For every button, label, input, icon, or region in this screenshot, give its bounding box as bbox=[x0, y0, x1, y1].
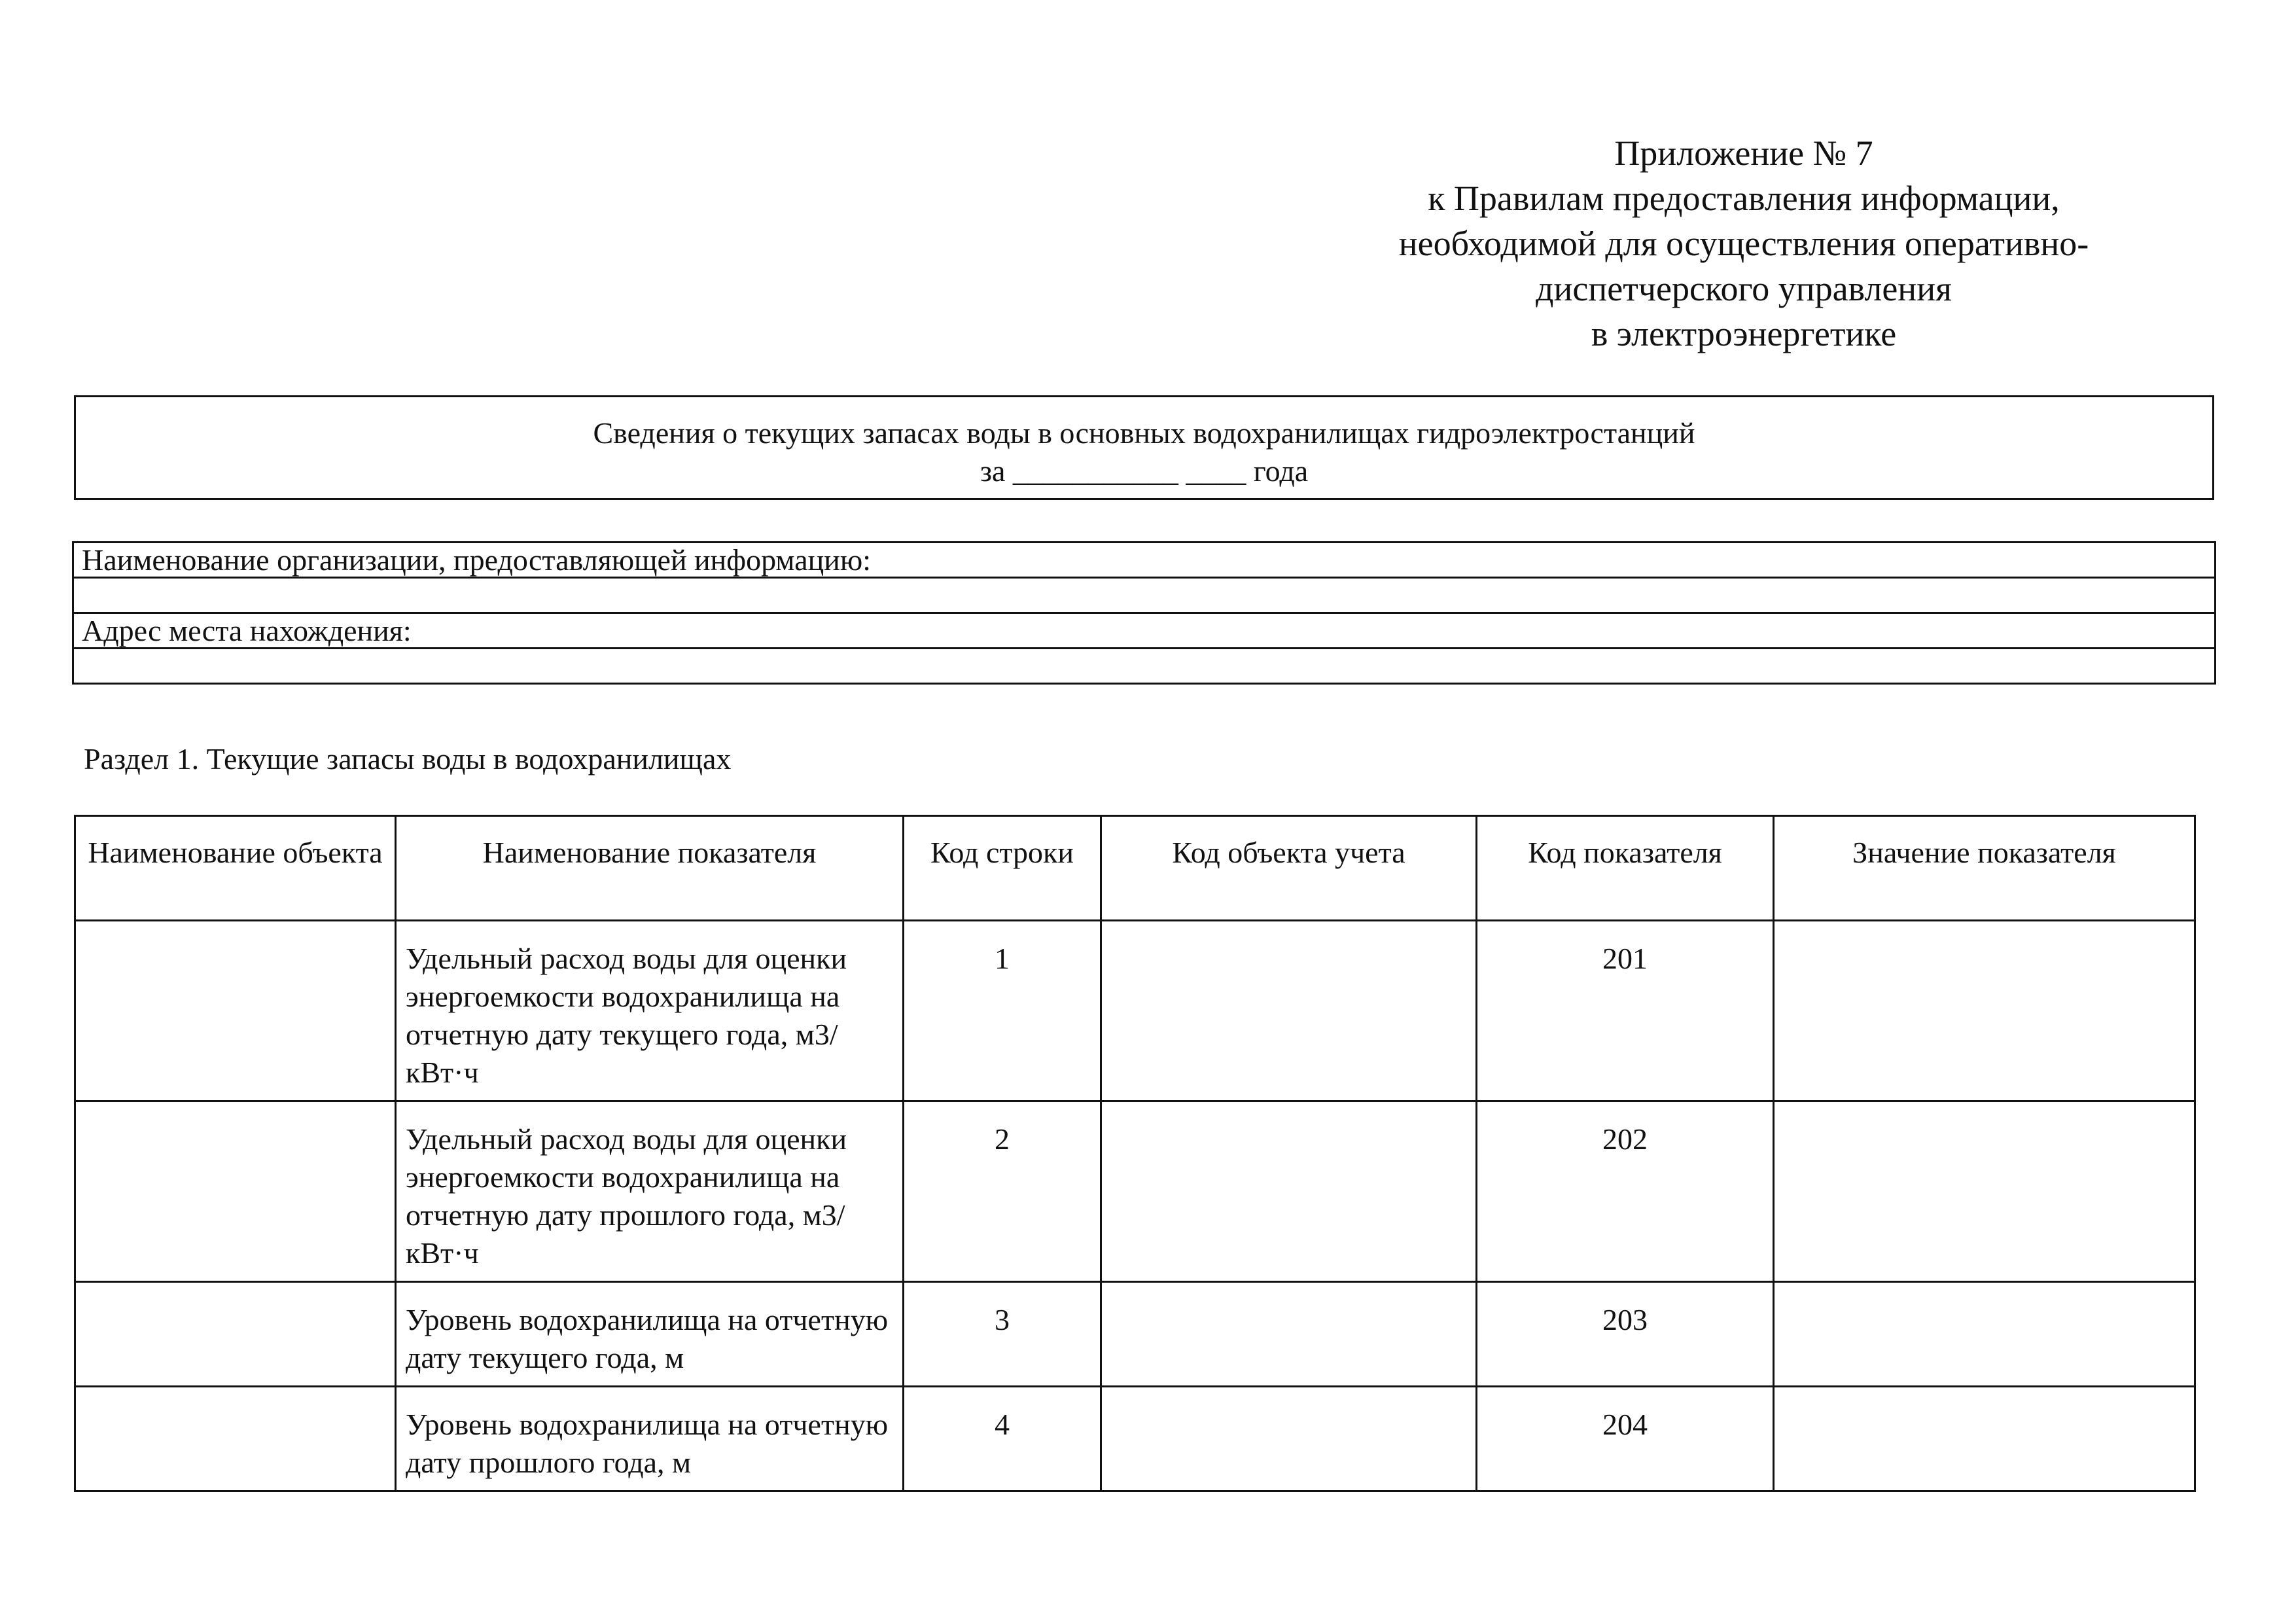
header-indicator-code: Код показателя bbox=[1477, 816, 1774, 921]
object-name-cell[interactable] bbox=[75, 1282, 396, 1387]
appendix-line: диспетчерского управления bbox=[1536, 269, 1952, 308]
line-code-cell: 2 bbox=[904, 1101, 1101, 1282]
indicator-code-cell: 201 bbox=[1477, 921, 1774, 1101]
indicator-value-cell[interactable] bbox=[1774, 1387, 2195, 1491]
indicator-value-cell[interactable] bbox=[1774, 921, 2195, 1101]
indicator-name-cell: Удельный расход воды для оценки энергоемкости водохранилища на отчетную дату прошлого года, м3/кВт·ч bbox=[396, 1101, 904, 1282]
form-title-box bbox=[74, 395, 2214, 500]
object-code-cell[interactable] bbox=[1101, 921, 1477, 1101]
indicator-code-cell: 204 bbox=[1477, 1387, 1774, 1491]
object-code-cell[interactable] bbox=[1101, 1282, 1477, 1387]
object-name-cell[interactable] bbox=[75, 1101, 396, 1282]
organization-table bbox=[72, 541, 2216, 685]
address-label: Адрес места нахождения: bbox=[73, 613, 2216, 649]
indicator-name-cell: Уровень водохранилища на отчетную дату прошлого года, м bbox=[396, 1387, 904, 1491]
header-indicator-name: Наименование показателя bbox=[396, 816, 904, 921]
indicator-name-cell: Уровень водохранилища на отчетную дату текущего года, м bbox=[396, 1282, 904, 1387]
indicator-code-cell: 203 bbox=[1477, 1282, 1774, 1387]
indicator-value-cell[interactable] bbox=[1774, 1282, 2195, 1387]
object-code-cell[interactable] bbox=[1101, 1387, 1477, 1491]
form-period: за ___________ ____ года bbox=[980, 454, 1309, 488]
organization-name-label: Наименование организации, предоставляющей информацию: bbox=[73, 543, 2216, 578]
header-object-code: Код объекта учета bbox=[1101, 816, 1477, 921]
appendix-line: необходимой для осуществления оперативно- bbox=[1398, 224, 2089, 263]
line-code-cell: 3 bbox=[904, 1282, 1101, 1387]
line-code-cell: 4 bbox=[904, 1387, 1101, 1491]
header-object-name: Наименование объекта bbox=[75, 816, 396, 921]
appendix-line: к Правилам предоставления информации, bbox=[1428, 179, 2060, 218]
line-code-cell: 1 bbox=[904, 921, 1101, 1101]
section-title: Раздел 1. Текущие запасы воды в водохранилищах bbox=[84, 742, 732, 776]
object-name-cell[interactable] bbox=[75, 1387, 396, 1491]
object-code-cell[interactable] bbox=[1101, 1101, 1477, 1282]
table-row bbox=[75, 1101, 2195, 1282]
indicator-code-cell: 202 bbox=[1477, 1101, 1774, 1282]
indicator-value-cell[interactable] bbox=[1774, 1101, 2195, 1282]
table-row bbox=[75, 1282, 2195, 1387]
indicator-name-cell: Удельный расход воды для оценки энергоемкости водохранилища на отчетную дату текущего года, м3/кВт·ч bbox=[396, 921, 904, 1101]
header-line-code: Код строки bbox=[904, 816, 1101, 921]
table-row bbox=[75, 1387, 2195, 1491]
appendix-line: в электроэнергетике bbox=[1591, 314, 1897, 353]
address-field[interactable] bbox=[73, 649, 2216, 684]
header-indicator-value: Значение показателя bbox=[1774, 816, 2195, 921]
object-name-cell[interactable] bbox=[75, 921, 396, 1101]
water-reserves-table bbox=[74, 815, 2196, 1492]
table-header-row bbox=[75, 816, 2195, 921]
organization-name-field[interactable] bbox=[73, 578, 2216, 613]
appendix-header bbox=[1341, 131, 2146, 357]
appendix-number: Приложение № 7 bbox=[1614, 134, 1873, 173]
table-row bbox=[75, 921, 2195, 1101]
form-title: Сведения о текущих запасах воды в основных водохранилищах гидроэлектростанций bbox=[593, 416, 1695, 450]
